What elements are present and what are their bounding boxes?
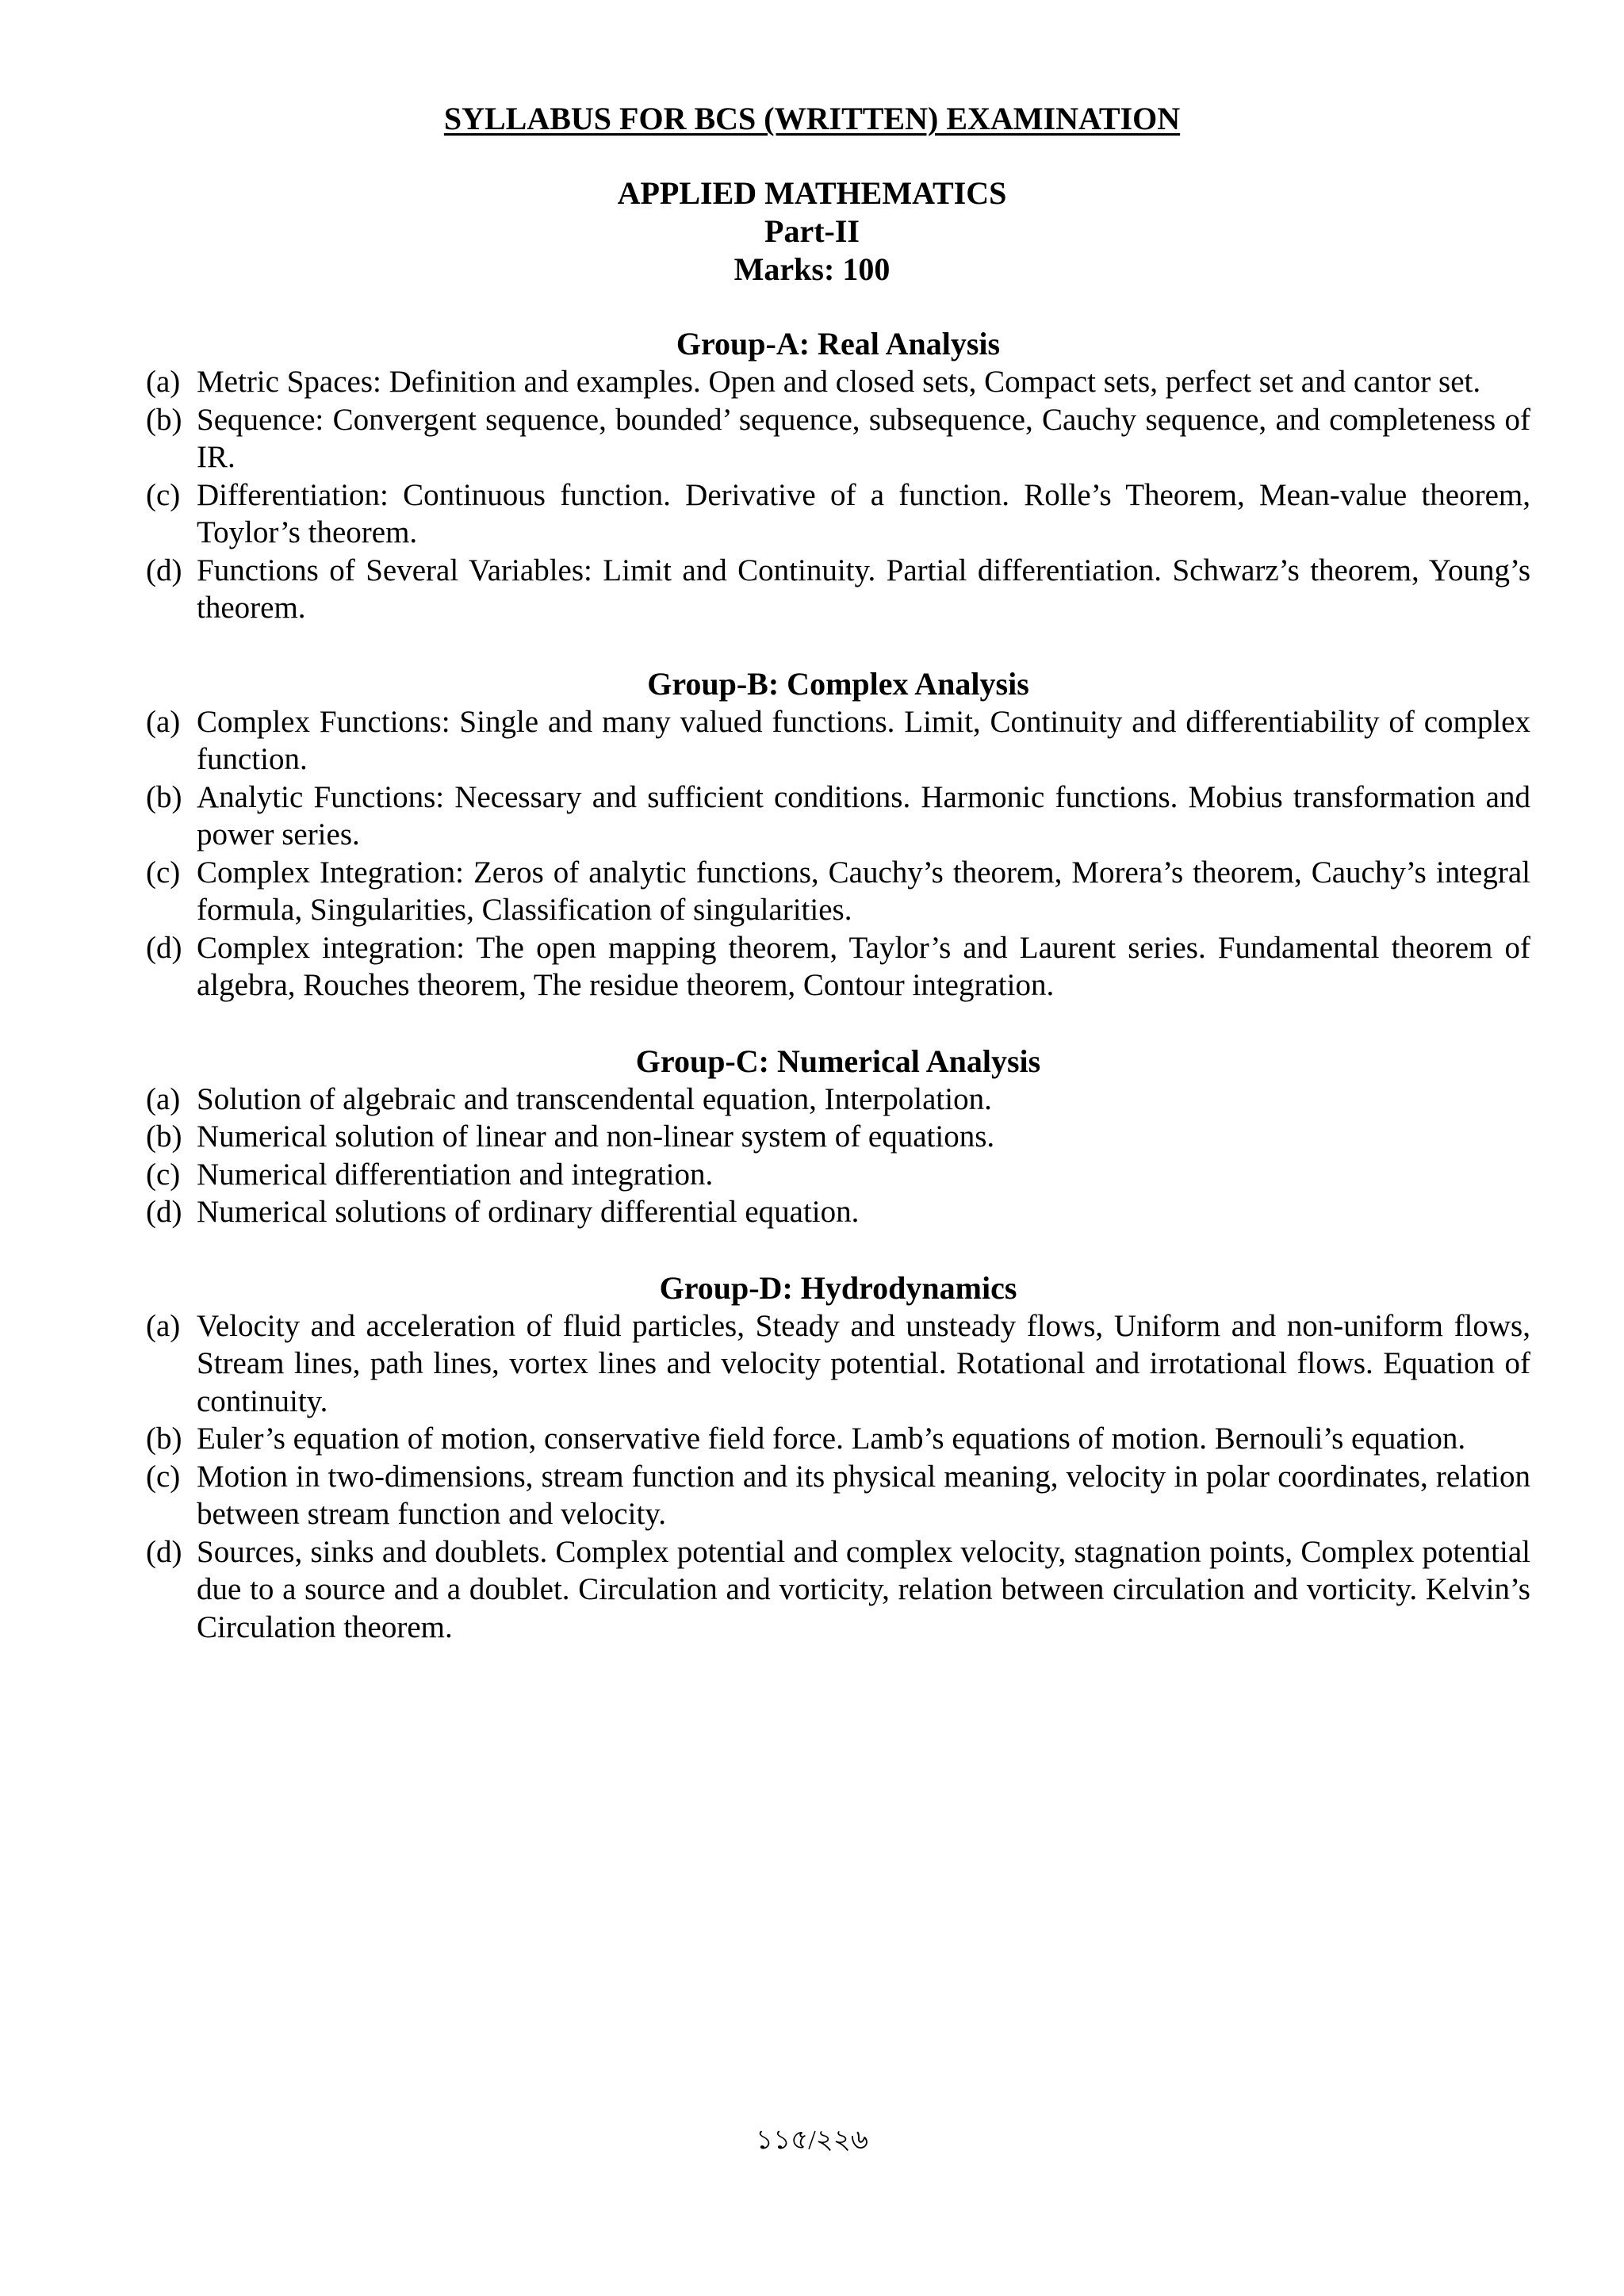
topic-item [146, 1533, 1530, 1647]
topic-item [146, 401, 1530, 476]
topic-text: Numerical solution of linear and non-linear system of equations. [197, 1119, 995, 1154]
topic-text: Complex integration: The open mapping theorem, Taylor’s and Laurent series. Fundamental theorem of algebra, Rouches theorem, The residue theorem, Contour integration. [197, 930, 1530, 1002]
topic-text: Complex Integration: Zeros of analytic functions, Cauchy’s theorem, Morera’s theorem, Cauchy’s integral formula, Singularities, Classification of singularities. [197, 855, 1530, 927]
topic-item [146, 476, 1530, 552]
topic-item [146, 1081, 1530, 1119]
topic-marker: (c) [146, 855, 181, 890]
page-number: ১১৫/২২৬ [756, 2126, 868, 2155]
subject-title: APPLIED MATHEMATICS [617, 175, 1007, 211]
topic-marker: (d) [146, 1534, 182, 1569]
topic-text: Numerical solutions of ordinary differential equation. [197, 1195, 860, 1229]
topic-list [146, 1307, 1530, 1647]
topic-item [146, 1420, 1530, 1458]
topic-item [146, 363, 1530, 401]
topic-marker: (b) [146, 1422, 182, 1456]
topic-item [146, 1118, 1530, 1156]
topic-marker: (c) [146, 1459, 181, 1494]
topic-marker: (a) [146, 1081, 181, 1116]
group-heading: Group-C: Numerical Analysis [635, 1043, 1041, 1079]
topic-marker: (d) [146, 1195, 182, 1229]
group-b-complex-analysis [146, 665, 1530, 1004]
subject-header [0, 174, 1624, 289]
topic-marker: (a) [146, 704, 181, 739]
topic-marker: (b) [146, 402, 182, 437]
topic-text: Metric Spaces: Definition and examples. Open and closed sets, Compact sets, perfect set and cantor set. [197, 365, 1481, 399]
topic-marker: (b) [146, 1119, 182, 1154]
document-title-text: SYLLABUS FOR BCS (WRITTEN) EXAMINATION [443, 101, 1181, 136]
group-c-numerical-analysis [146, 1043, 1530, 1231]
topic-text: Euler’s equation of motion, conservative field force. Lamb’s equations of motion. Bernouli’s equation. [197, 1422, 1466, 1456]
topic-list [146, 363, 1530, 627]
topic-text: Solution of algebraic and transcendental equation, Interpolation. [197, 1081, 992, 1116]
topic-item [146, 552, 1530, 627]
topic-marker: (a) [146, 365, 181, 399]
topic-list [146, 1081, 1530, 1231]
part-label: Part-II [764, 213, 860, 249]
topic-item [146, 854, 1530, 929]
marks-label: Marks: 100 [733, 251, 891, 287]
topic-marker: (c) [146, 477, 181, 512]
topic-item [146, 1458, 1530, 1533]
topic-text: Velocity and acceleration of fluid particles, Steady and unsteady flows, Uniform and non-uniform flows, Stream lines, path lines, vortex lines and velocity potential. Rotational and irrotational flows. Equation of continuity. [197, 1308, 1530, 1418]
topic-marker: (d) [146, 553, 182, 587]
topic-item [146, 703, 1530, 779]
topic-text: Numerical differentiation and integration. [197, 1157, 714, 1192]
topic-item [146, 1307, 1530, 1421]
group-heading: Group-D: Hydrodynamics [659, 1269, 1017, 1306]
group-heading: Group-B: Complex Analysis [647, 665, 1029, 702]
topic-text: Motion in two-dimensions, stream function and its physical meaning, velocity in polar coordinates, relation between stream function and velocity. [197, 1459, 1530, 1531]
topic-text: Complex Functions: Single and many valued functions. Limit, Continuity and differentiability of complex function. [197, 704, 1530, 776]
topic-marker: (d) [146, 930, 182, 965]
syllabus-content [146, 325, 1530, 1684]
group-heading: Group-A: Real Analysis [676, 326, 1001, 362]
topic-text: Analytic Functions: Necessary and sufficient conditions. Harmonic functions. Mobius transformation and power series. [197, 779, 1530, 851]
topic-item [146, 1193, 1530, 1231]
topic-item [146, 779, 1530, 854]
topic-marker: (b) [146, 779, 182, 814]
document-title [0, 100, 1624, 138]
topic-text: Functions of Several Variables: Limit and Continuity. Partial differentiation. Schwarz’s theorem, Young’s theorem. [197, 553, 1530, 625]
topic-marker: (c) [146, 1157, 181, 1192]
topic-text: Sources, sinks and doublets. Complex potential and complex velocity, stagnation points, Complex potential due to a source and a doublet. Circulation and vorticity, relation between circulation and vorticity. Kelvin’s Circulation theorem. [197, 1534, 1530, 1644]
topic-text: Sequence: Convergent sequence, bounded’ sequence, subsequence, Cauchy sequence, and completeness of IR. [197, 402, 1530, 474]
topic-text: Differentiation: Continuous function. Derivative of a function. Rolle’s Theorem, Mean-value theorem, Toylor’s theorem. [197, 477, 1530, 549]
topic-item [146, 1156, 1530, 1194]
topic-list [146, 703, 1530, 1004]
group-d-hydrodynamics [146, 1269, 1530, 1647]
group-a-real-analysis [146, 325, 1530, 627]
topic-item [146, 929, 1530, 1004]
topic-marker: (a) [146, 1308, 181, 1343]
